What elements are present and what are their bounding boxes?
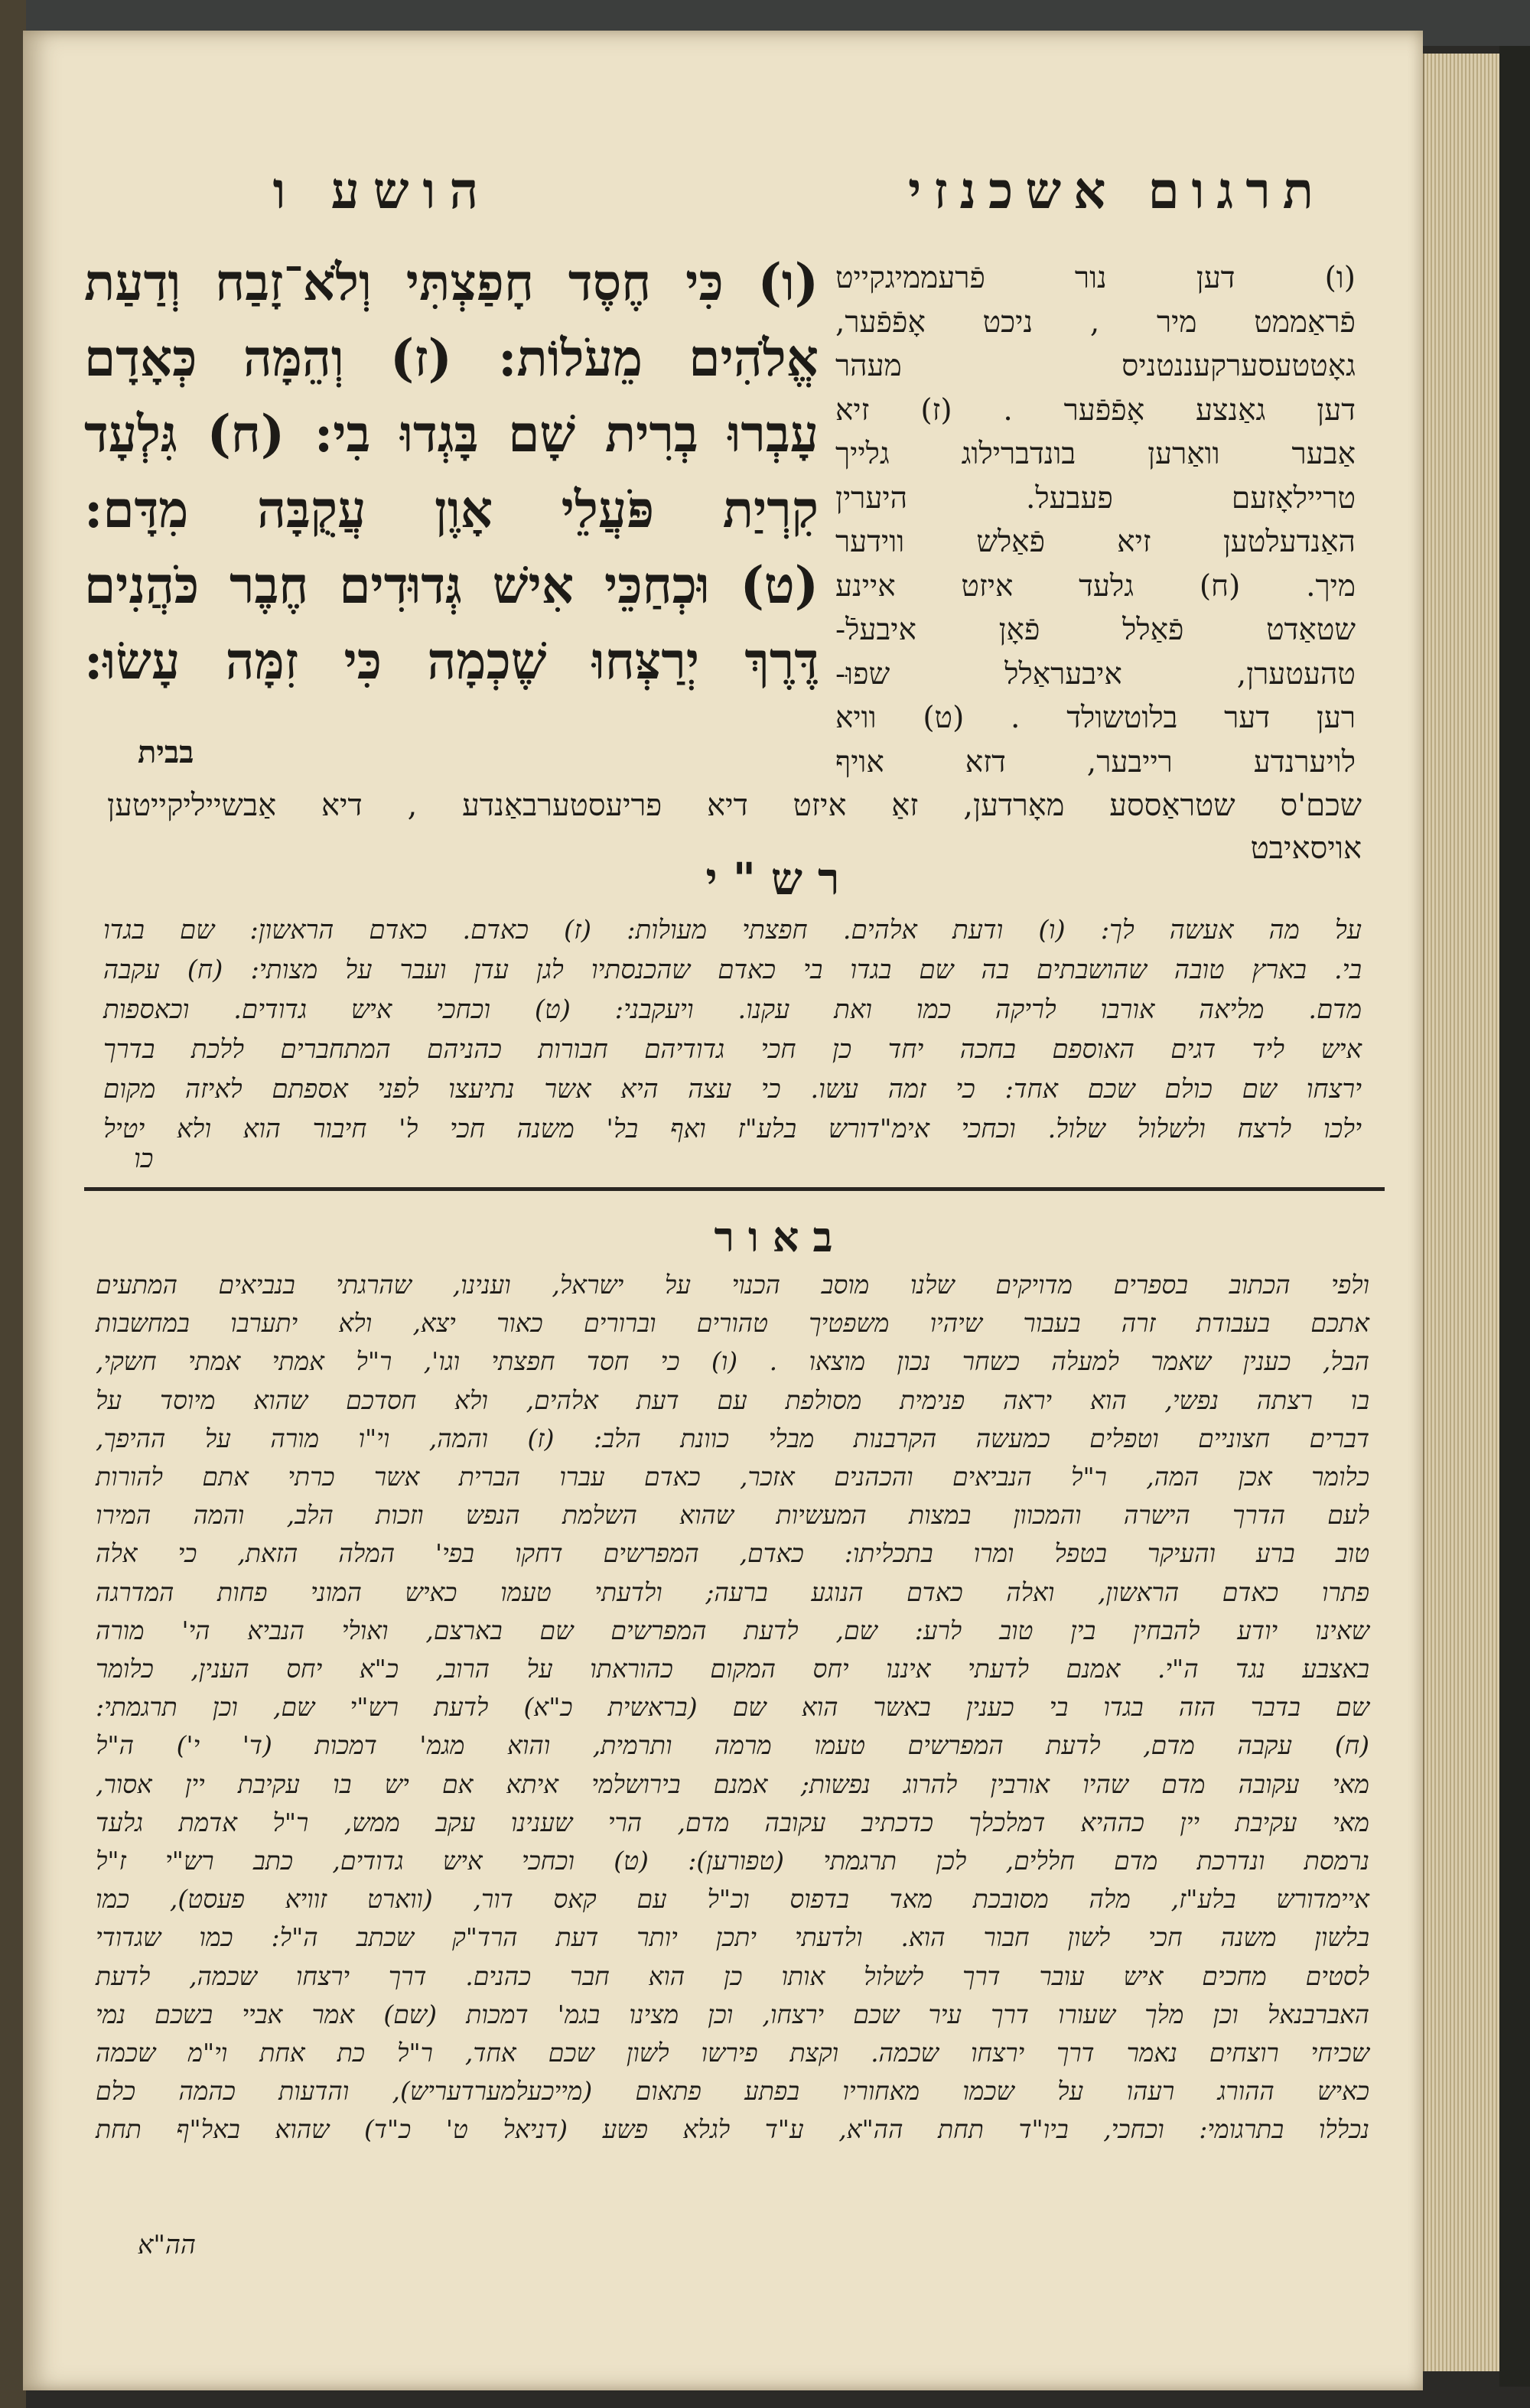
- commentary-line: ירצחו שם כולם שכם אחד: כי זמה עשו. כי עצה היא אשר נתיעצו לפני אספתם לאיזה מקום: [103, 1074, 1362, 1105]
- commentary-line: איימדורש בלע"ז, מלה מסובכת מאד בדפוס וכ"ל עם קאס דור, (ווארט זוויא פעסט), כמו: [96, 1884, 1369, 1915]
- yiddish-translation-column: [835, 256, 1356, 792]
- commentary-line: ילכו לרצח ולשלול שלול. וכחכי אימ"דורש בלע"ז ואף בל' משנה חכי ל' חיבור הוא ולא יטיל: [103, 1114, 1362, 1144]
- commentary-line: באצבע נגד ה"י. אמנם לדעתי איננו יחס המקום כהוראתו על הרוב, כ"א יחס הענין, כלומר: [96, 1654, 1369, 1684]
- commentary-line: (ח) עקבה מדם, לדעת המפרשים טעמו מרמה ותרמית, והוא מגמ' דמכות (ד' י') ה"ל: [96, 1730, 1369, 1761]
- commentary-line: בו רצתה נפשי, הוא יראה פנימית מסולפת עם דעת אלהים, ולא חסדכם שהוא מיוסד על: [96, 1385, 1369, 1415]
- book-page: [23, 31, 1423, 2390]
- verse-line: (ט) וּכְחַכֵּי אִישׁ גְּדוּדִים חֶבֶר כֹּהֲנִים: [84, 555, 819, 615]
- commentary-line: הבל, כענין שאמר למעלה כשחר נכון מוצאו . (ו) כי חסד חפצתי וגו', ר"ל אמתי אמתי חשקי,: [96, 1346, 1369, 1377]
- text-line: טהעטערן, איבעראַלל שפוּ-: [835, 656, 1356, 691]
- catchword: הה"א: [138, 2230, 196, 2260]
- commentary-line: אתכם בעבודת זרה בעבור שיהיו משפטיך טהורים וברורים כאור יצא, ולא יתערבו במחשבות: [96, 1308, 1369, 1339]
- hebrew-verse-text: [84, 245, 819, 719]
- text-line: טריילאָזעם פעבעל. היערין: [835, 480, 1356, 516]
- commentary-line: נכללו בתרגומי: וכחכי, ביו"ד תחת הה"א, ע"ד לגלא פשע (דניאל ט' כ"ד) שהוא באל"ף תחת: [96, 2114, 1369, 2145]
- commentary-line: ולפי הכתוב בספרים מדויקים שלנו מוסב הכנוי על ישראל, וענינו, שהרגתי בנביאים המתעים: [96, 1270, 1369, 1300]
- text-line: אַבער וואַרען בונדברילוג גלייך: [835, 437, 1356, 471]
- commentary-line: מדם. מליאה אורבו לריקה כמו ואת עקנו. ויעקבני: (ט) וכחכי איש גדודים. וכאספות: [103, 994, 1362, 1025]
- commentary-line: כאיש ההורג רעהו על שכמו מאחוריו בפתע פתאום (מייכעלמערדעריש), והדעות כהמה כלם: [96, 2076, 1369, 2107]
- verse-line: (ו) כִּי חֶסֶד חָפַצְתִּי וְלֹא־זָבַח וְדַעַת: [84, 252, 819, 312]
- commentary-line: פתרו כאדם הראשון, ואלה כאדם הנוגע ברעה; ולדעתי טעמו כאיש המוני פחות המדרגה: [96, 1577, 1369, 1607]
- commentary-line: נרמסת ונדרכת מדם חללים, לכן תרגמתי (טפורען): (ט) וכחכי איש גדודים, כתב רש"י ז"ל: [96, 1846, 1369, 1876]
- commentary-line: איש ליד דגים האוספם בחכה יחד כן חכי גדודיהם חבורות כהניהם המתחברים ללכת בדרך: [103, 1034, 1362, 1065]
- text-line: שכם'ס שטראַססע מאָרדען, זאַ איזט דיא פריעסטערבאַנדע , דיא אַבשייליקייטען: [107, 788, 1362, 823]
- commentary-line: שם בדבר הזה בגדו בי כענין באשר הוא שם (בראשית כ"א) לדעת רש"י שם, וכן תרגמתי:: [96, 1692, 1369, 1723]
- commentary-line: מאי עקיבת יין כההיא דמלכלך כדכתיב עקובה מדם, הרי שענינו עקב ממש, ר"ל אדמת גלעד: [96, 1807, 1369, 1837]
- verse-line: קִרְיַת פֹּעֲלֵי אָוֶן עֲקֻבָּה מִדָּם:: [84, 480, 819, 539]
- section-divider: [84, 1187, 1385, 1191]
- book-binding: [0, 0, 26, 2408]
- commentary-line: בלשון משנה חכי לשון חבור הוא. ולדעתי יתכן יותר דעת הרד"ק שכתב ה"ל: כמו שגדודי: [96, 1922, 1369, 1953]
- commentary-line: שכיחי רוצחים נאמר דרך ירצחו שכמה. וקצת פירשו לשון שכם אחד, ר"ל כת אחת וי"מ שכמה: [96, 2038, 1369, 2068]
- commentary-line: לעם הדרך הישרה והמכוון במצות המעשיות שהוא השלמת הנפש וזכות הלב, והמה המירו: [96, 1500, 1369, 1531]
- biur-commentary: [96, 1266, 1369, 2149]
- text-line: דען גאַנצע אָפֿפֿער . (ז) זיא: [835, 392, 1356, 428]
- text-line: רען דער בלוטשולד . (ט) וויא: [835, 701, 1356, 735]
- page-edges: [1423, 54, 1501, 2371]
- book-cover-edge: [1499, 46, 1530, 2387]
- text-line: לויערנדע רייבער, דזא אויף: [835, 744, 1356, 779]
- commentary-line: דברים חצוניים וטפלים כמעשה הקרבנות מבלי כוונת הלב: (ז) והמה, וי"ו מורה על ההיפך,: [96, 1423, 1369, 1453]
- commentary-line: על מה אעשה לך: (ו) ודעת אלהים. חפצתי מעולות: (ז) כאדם. כאדם הראשון: שם בגדו: [103, 915, 1362, 945]
- commentary-line: לסטים מחכים איש עובר דרך לשלול אותו כן הוא חבר כהנים. דרך ירצחו שכמה, לדעת: [96, 1961, 1369, 1991]
- commentary-line: האברבנאל וכן מלך שעורו דרך עיר שכם ירצחו, וכן מצינו בגמ' דמכות (שם) אמר אביי בשכם נמי: [96, 1999, 1369, 2029]
- catchword: בבית: [138, 734, 194, 770]
- running-header-translation: תרגום אשכנזי: [907, 161, 1327, 220]
- text-line: שטאַדט פֿאַלל פֿאָן איבעלֿ-: [835, 613, 1356, 647]
- rashi-commentary: [103, 910, 1362, 1149]
- commentary-line: טוב ברע והעיקר בטפל ומרו בתכליתו: כאדם, המפרשים דחקו בפי' המלה הזאת, כי אלה: [96, 1538, 1369, 1569]
- commentary-line: שאינו יודע להבחין בין טוב לרע: שם, לדעת המפרשים שם בארצם, ואולי הנביא הי' מורה: [96, 1615, 1369, 1645]
- commentary-line: כלומר אכן המה, ר"ל הנביאים והכהנים אזכר, כאדם עברו הברית אשר כרתי אתם להורות: [96, 1462, 1369, 1492]
- text-line: אויסאיבט: [1250, 831, 1362, 866]
- catchword: כו: [134, 1144, 154, 1174]
- verse-line: עָבְרוּ בְרִית שָׁם בָּגְדוּ בִי: (ח) גִּלְעָד: [84, 404, 819, 464]
- running-header-book: הושע ו: [272, 161, 493, 220]
- verse-line: דֶּרֶךְ יְרַצְּחוּ שֶׁכְמָה כִּי זִמָּה עָשׂוּ:: [84, 631, 819, 691]
- text-line: גאָטטעסערקעננטניס מעהר: [835, 349, 1356, 383]
- text-line: פֿראַממט מיר , ניכט אָפֿפֿער,: [835, 304, 1356, 340]
- text-line: מיך. (ח) גלעד איזט איינע: [835, 568, 1356, 604]
- biur-title: באור: [714, 1212, 847, 1261]
- text-line: האַנדעלטען זיא פֿאַלש ווידער: [835, 525, 1356, 559]
- commentary-line: בי. בארץ טובה שהושבתים בה שם בגדו בי כאדם שהכנסתיו לגן עדן ועבר על מצותי: (ח) עקבה: [103, 955, 1362, 985]
- rashi-title: רש"י: [705, 853, 855, 905]
- commentary-line: מאי עקובה מדם שהיו אורבין להרוג נפשות; אמנם בירושלמי איתא אם יש בו עקיבת יין אסור,: [96, 1769, 1369, 1799]
- verse-line: אֱלֹהִים מֵעֹלוֹת: (ז) וְהֵמָּה כְּאָדָם: [84, 328, 819, 388]
- text-line: (ו) דען נור פֿרעממיגקייט: [835, 261, 1356, 295]
